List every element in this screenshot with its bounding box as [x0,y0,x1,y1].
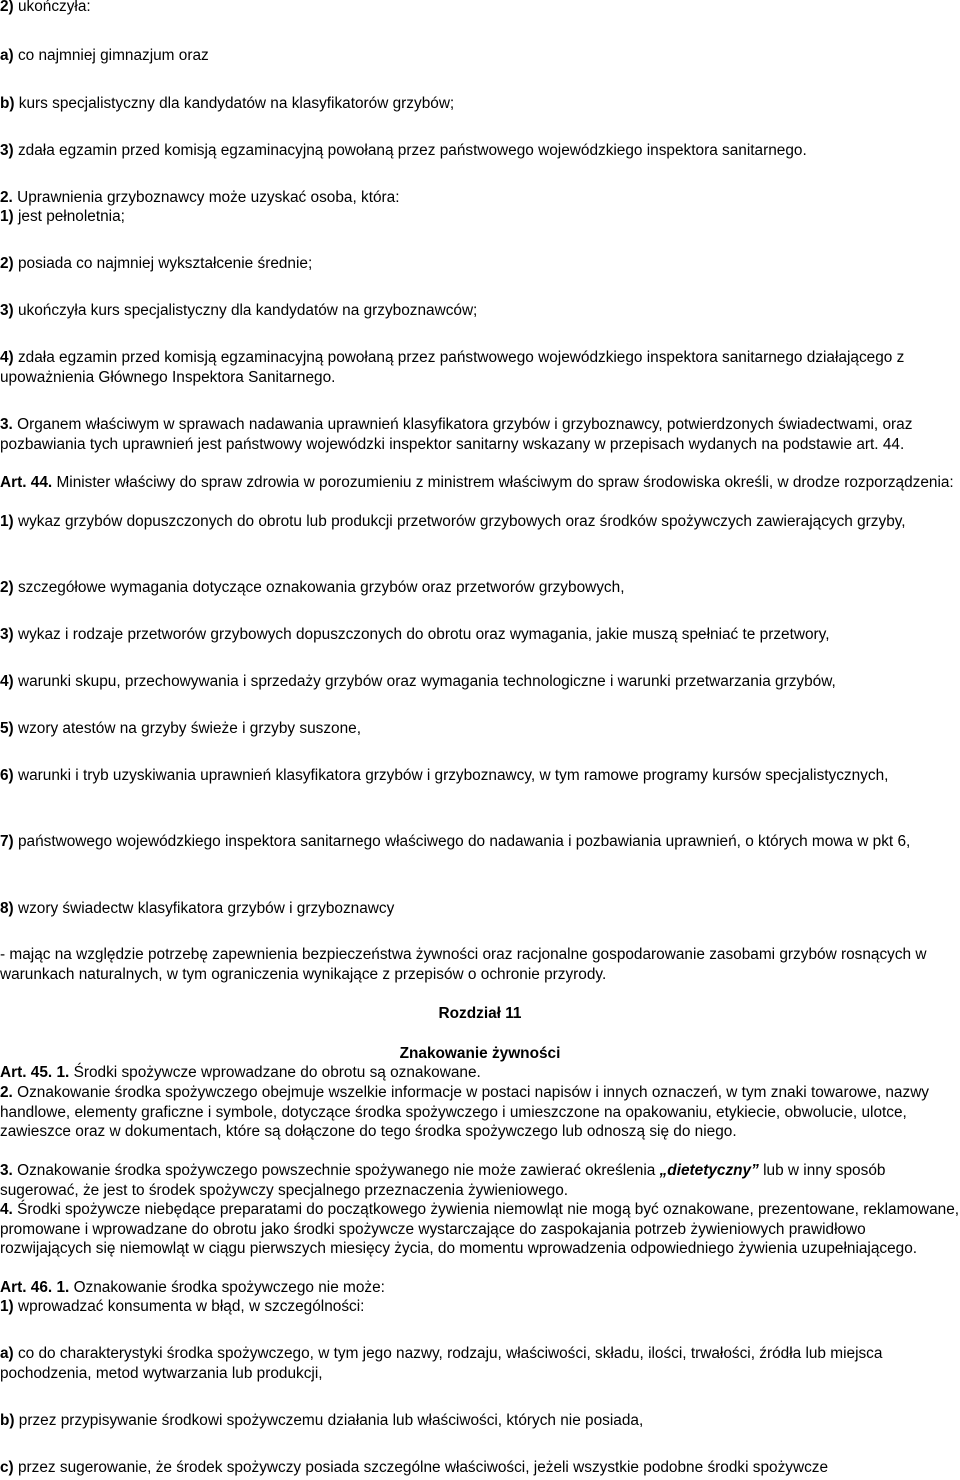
item-number: 4. [0,1201,13,1218]
item-number: c) [0,1459,14,1476]
chapter-title: Znakowanie żywności [399,1045,561,1062]
paragraph [0,1200,960,1259]
item-number: 6) [0,767,14,784]
chapter-heading: Rozdział 11 [438,1005,522,1022]
paragraph-text: zdała egzamin przed komisją egzaminacyjną powołaną przez państwowego wojewódzkiego inspektora sanitarnego działającego z upoważnienia Głównego Inspektora Sanitarnego. [0,349,905,386]
item-number: 3. [0,1162,13,1179]
paragraph [0,1083,960,1142]
paragraph-text: Organem właściwym w sprawach nadawania uprawnień klasyfikatora grzybów i grzyboznawcy, potwierdzonych świadectwami, oraz pozbawiania tych uprawnień jest państwowy wojewódzki inspektor sanitarny wskazany w przepisach wydanych na podstawie art. 44. [0,416,913,453]
paragraph [0,254,960,274]
paragraph [0,301,960,321]
paragraph [0,348,960,387]
paragraph-text: Minister właściwy do spraw zdrowia w porozumieniu z ministrem właściwym do spraw środowiska określi, w drodze rozporządzenia: [52,474,954,491]
paragraph [0,1063,960,1083]
paragraph-text: Oznakowanie środka spożywczego nie może: [69,1279,385,1296]
item-number: 3) [0,142,14,159]
paragraph-text: wykaz i rodzaje przetworów grzybowych dopuszczonych do obrotu oraz wymagania, jakie muszą spełniać te przetwory, [13,626,830,643]
paragraph [0,188,960,208]
item-number: 1) [0,208,14,225]
paragraph [0,415,960,454]
item-number: b) [0,1412,15,1429]
paragraph [0,1458,960,1478]
item-number: 3) [0,302,14,319]
paragraph [0,46,960,66]
paragraph-text: warunki skupu, przechowywania i sprzedaży grzybów oraz wymagania technologiczne i warunki przetwarzania grzybów, [13,673,836,690]
paragraph [0,1411,960,1431]
paragraph [0,1297,960,1317]
item-number: a) [0,1345,14,1362]
paragraph-text: wzory świadectw klasyfikatora grzybów i grzyboznawcy [13,900,395,917]
paragraph-text: zdała egzamin przed komisją egzaminacyjną powołaną przez państwowego wojewódzkiego inspektora sanitarnego. [13,142,807,159]
paragraph [0,1344,960,1383]
paragraph [0,578,960,598]
item-number: 5) [0,720,14,737]
paragraph [0,625,960,645]
item-number: 2) [0,0,14,15]
paragraph [0,719,960,739]
paragraph-text: lub w inny sposób sugerować, że jest to środek spożywczy specjalnego przeznaczenia żywieniowego. [0,1162,886,1199]
paragraph [0,94,960,114]
paragraph [0,473,960,493]
paragraph [0,207,960,227]
paragraph-text: ukończyła kurs specjalistyczny dla kandydatów na grzyboznawców; [13,302,478,319]
paragraph-text: posiada co najmniej wykształcenie średnie; [13,255,313,272]
paragraph-text: Środki spożywcze wprowadzane do obrotu są oznakowane. [69,1064,481,1081]
item-number: 2) [0,579,14,596]
paragraph [0,672,960,692]
item-number: 8) [0,900,14,917]
paragraph-text: - mając na względzie potrzebę zapewnienia bezpieczeństwa żywności oraz racjonalne gospodarowanie zasobami grzybów rosnących w warunkach naturalnych, w tym ograniczenia wynikające z przepisów o ochronie przyrody. [0,946,927,983]
paragraph-text: przez przypisywanie środkowi spożywczemu działania lub właściwości, których nie posiada, [14,1412,644,1429]
paragraph [0,945,960,984]
paragraph [0,899,960,919]
paragraph [0,766,960,786]
paragraph-text: Środki spożywcze niebędące preparatami do początkowego żywienia niemowląt nie mogą być oznakowane, prezentowane, reklamowane, promowane i wprowadzane do obrotu jako środki spożywcze wystarczające do zaspokajania potrzeb żywieniowych prawidłowo rozwijających się niemowląt w ciągu pierwszych miesięcy życia, do momentu wprowadzenia odpowiedniego żywienia uzupełniającego. [0,1201,960,1257]
article-number: Art. 44. [0,474,53,491]
paragraph-text: Oznakowanie środka spożywczego powszechnie spożywanego nie może zawierać określenia [12,1162,660,1179]
paragraph-text: wprowadzać konsumenta w błąd, w szczególności: [13,1298,365,1315]
paragraph-text: przez sugerowanie, że środek spożywczy posiada szczególne właściwości, jeżeli wszystkie podobne środki spożywcze [13,1459,829,1476]
item-number: 3) [0,626,14,643]
paragraph [0,1161,960,1200]
item-number: 1) [0,513,14,530]
paragraph-text: wzory atestów na grzyby świeże i grzyby suszone, [13,720,361,737]
item-number: 2) [0,255,14,272]
item-number: 1) [0,1298,14,1315]
paragraph-text: co do charakterystyki środka spożywczego, w tym jego nazwy, rodzaju, właściwości, składu, ilości, trwałości, źródła lub miejsca pochodzenia, metod wytwarzania lub produkcji, [0,1345,883,1382]
item-number: 2. [0,1084,13,1101]
paragraph-text: warunki i tryb uzyskiwania uprawnień klasyfikatora grzybów i grzyboznawcy, w tym ramowe programy kursów specjalistycznych, [13,767,889,784]
paragraph-text: jest pełnoletnia; [13,208,125,225]
paragraph-text: ukończyła: [13,0,91,15]
emphasized-term: „dietetyczny” [659,1162,759,1179]
paragraph [0,141,960,161]
item-number: 4) [0,349,14,366]
paragraph-text: kurs specjalistyczny dla kandydatów na klasyfikatorów grzybów; [14,95,455,112]
item-number: a) [0,47,14,64]
paragraph-text: szczegółowe wymagania dotyczące oznakowania grzybów oraz przetworów grzybowych, [13,579,625,596]
paragraph-text: Oznakowanie środka spożywczego obejmuje wszelkie informacje w postaci napisów i innych oznaczeń, w tym znaki towarowe, nazwy handlowe, elementy graficzne i symbole, dotyczące środka spożywczego i umieszczone na opakowaniu, etykiecie, obwolucie, ulotce, zawieszce oraz w dokumentach, które są dołączone do tego środka spożywczego lub odnoszą się do niego. [0,1084,929,1140]
paragraph-text: Uprawnienia grzyboznawcy może uzyskać osoba, która: [12,189,400,206]
paragraph-text: co najmniej gimnazjum oraz [13,47,209,64]
item-number: 3. [0,416,13,433]
item-number: 7) [0,833,14,850]
item-number: 2. [0,189,13,206]
paragraph-text: wykaz grzybów dopuszczonych do obrotu lub produkcji przetworów grzybowych oraz środków spożywczych zawierających grzyby, [13,513,906,530]
article-number: Art. 46. 1. [0,1279,70,1296]
item-number: b) [0,95,15,112]
article-number: Art. 45. 1. [0,1064,70,1081]
paragraph [0,512,960,532]
paragraph [0,832,960,852]
paragraph [0,0,960,17]
paragraph-text: państwowego wojewódzkiego inspektora sanitarnego właściwego do nadawania i pozbawiania uprawnień, o których mowa w pkt 6, [13,833,911,850]
paragraph [0,1278,960,1298]
item-number: 4) [0,673,14,690]
